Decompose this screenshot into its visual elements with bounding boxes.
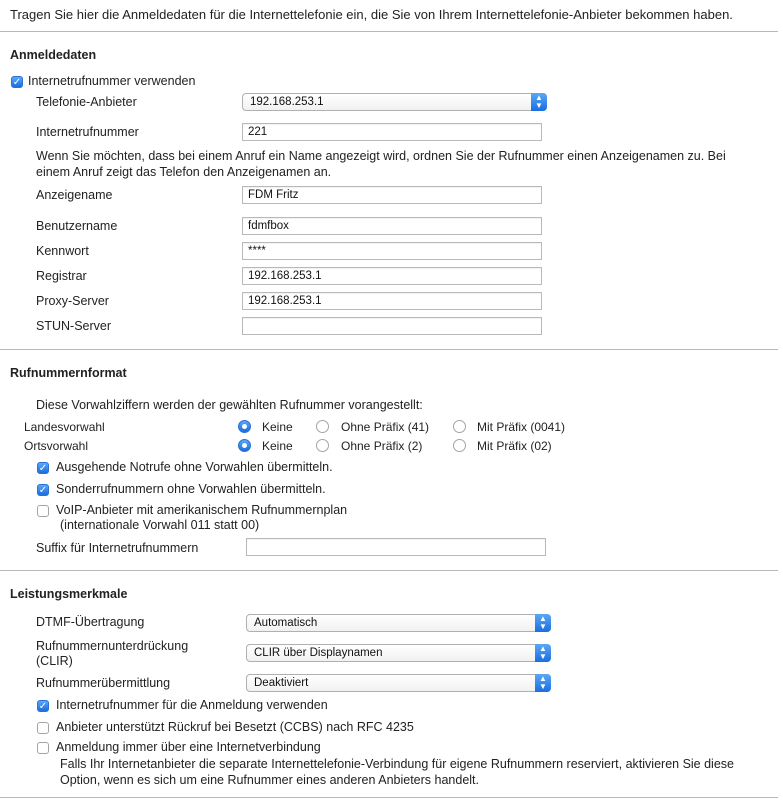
country-option-none-label: Keine <box>262 420 293 434</box>
area-option-with-prefix-label: Mit Präfix (02) <box>477 439 552 453</box>
area-option-without-prefix-radio[interactable] <box>316 439 329 452</box>
country-code-label: Landesvorwahl <box>24 420 105 434</box>
select-arrows-icon: ▲ ▼ <box>535 614 551 632</box>
username-label: Benutzername <box>36 219 118 233</box>
number-input[interactable]: 221 <box>242 123 542 141</box>
use-number-label: Internetrufnummer verwenden <box>28 74 196 88</box>
password-label: Kennwort <box>36 244 89 258</box>
display-name-hint-line1: Wenn Sie möchten, dass bei einem Anruf ein Name angezeigt wird, ordnen Sie der Rufnummer einen Anzeigenamen zu. Bei <box>36 149 726 163</box>
area-option-with-prefix-radio[interactable] <box>453 439 466 452</box>
country-option-without-prefix-radio[interactable] <box>316 420 329 433</box>
country-option-without-prefix-label: Ohne Präfix (41) <box>341 420 430 434</box>
proxy-input[interactable]: 192.168.253.1 <box>242 292 542 310</box>
registrar-input[interactable]: 192.168.253.1 <box>242 267 542 285</box>
select-arrows-icon: ▲ ▼ <box>535 674 551 692</box>
ccbs-label: Anbieter unterstützt Rückruf bei Besetzt (CCBS) nach RFC 4235 <box>56 720 414 734</box>
clir-select[interactable] <box>246 644 551 662</box>
display-name-input[interactable]: FDM Fritz <box>242 186 542 204</box>
clir-label-line1: Rufnummernunterdrückung <box>36 639 189 653</box>
suffix-input[interactable] <box>246 538 546 556</box>
dtmf-label: DTMF-Übertragung <box>36 615 145 629</box>
country-option-none-radio[interactable] <box>238 420 251 433</box>
username-input[interactable]: fdmfbox <box>242 217 542 235</box>
voip-us-label: VoIP-Anbieter mit amerikanischem Rufnummernplan <box>56 503 348 517</box>
always-internet-note-line1: Falls Ihr Internetanbieter die separate Internettelefonie-Verbindung für eigene Rufnummern reserviert, aktivieren Sie diese <box>60 757 734 771</box>
provider-select-value: 192.168.253.1 <box>250 96 324 108</box>
country-option-with-prefix-radio[interactable] <box>453 420 466 433</box>
always-internet-checkbox[interactable] <box>37 742 49 754</box>
always-internet-label: Anmeldung immer über eine Internetverbindung <box>56 740 321 754</box>
use-number-checkbox[interactable]: ✓ <box>12 77 22 88</box>
stun-input[interactable] <box>242 317 542 335</box>
transmit-select[interactable] <box>246 674 551 692</box>
divider <box>0 31 778 32</box>
area-option-none-label: Keine <box>262 439 293 453</box>
display-name-hint-line2: einem Anruf zeigt das Telefon den Anzeigenamen an. <box>36 165 332 179</box>
voip-us-note: (internationale Vorwahl 011 statt 00) <box>60 518 260 532</box>
select-arrows-icon: ▲ ▼ <box>531 93 547 111</box>
number-label: Internetrufnummer <box>36 125 139 139</box>
ccbs-checkbox[interactable] <box>37 722 49 734</box>
voip-us-checkbox[interactable] <box>37 505 49 517</box>
use-for-login-label: Internetrufnummer für die Anmeldung verwenden <box>56 698 328 712</box>
special-numbers-label: Sonderrufnummern ohne Vorwahlen übermitteln. <box>56 482 326 496</box>
registrar-label: Registrar <box>36 269 87 283</box>
intro-text: Tragen Sie hier die Anmeldedaten für die Internettelefonie ein, die Sie von Ihrem Internettelefonie-Anbieter bekommen haben. <box>10 7 733 22</box>
display-name-label: Anzeigename <box>36 188 113 202</box>
always-internet-note-line2: Option, wenn es sich um eine Rufnummer eines anderen Anbieters handelt. <box>60 773 479 787</box>
area-option-none-radio[interactable] <box>238 439 251 452</box>
clir-label-line2: (CLIR) <box>36 654 73 668</box>
section-title-format: Rufnummernformat <box>10 366 127 380</box>
password-input[interactable]: **** <box>242 242 542 260</box>
suffix-label: Suffix für Internetrufnummern <box>36 541 199 555</box>
proxy-label: Proxy-Server <box>36 294 109 308</box>
transmit-select-value: Deaktiviert <box>254 677 309 689</box>
dtmf-select-value: Automatisch <box>254 617 318 629</box>
emergency-label: Ausgehende Notrufe ohne Vorwahlen übermitteln. <box>56 460 333 474</box>
format-description: Diese Vorwahlziffern werden der gewählten Rufnummer vorangestellt: <box>36 398 423 412</box>
section-title-features: Leistungsmerkmale <box>10 587 128 601</box>
divider <box>0 349 778 350</box>
provider-select[interactable] <box>242 93 547 111</box>
transmit-label: Rufnummerübermittlung <box>36 676 171 690</box>
select-arrows-icon: ▲ ▼ <box>535 644 551 662</box>
use-for-login-checkbox[interactable]: ✓ <box>38 701 48 712</box>
country-option-with-prefix-label: Mit Präfix (0041) <box>477 420 566 434</box>
emergency-checkbox[interactable]: ✓ <box>38 463 48 474</box>
divider <box>0 570 778 571</box>
dtmf-select[interactable] <box>246 614 551 632</box>
provider-label: Telefonie-Anbieter <box>36 95 137 109</box>
section-title-login: Anmeldedaten <box>10 48 97 62</box>
area-option-without-prefix-label: Ohne Präfix (2) <box>341 439 423 453</box>
stun-label: STUN-Server <box>36 319 112 333</box>
divider <box>0 797 778 798</box>
area-code-label: Ortsvorwahl <box>24 439 89 453</box>
special-numbers-checkbox[interactable]: ✓ <box>38 485 48 496</box>
clir-select-value: CLIR über Displaynamen <box>254 647 383 659</box>
